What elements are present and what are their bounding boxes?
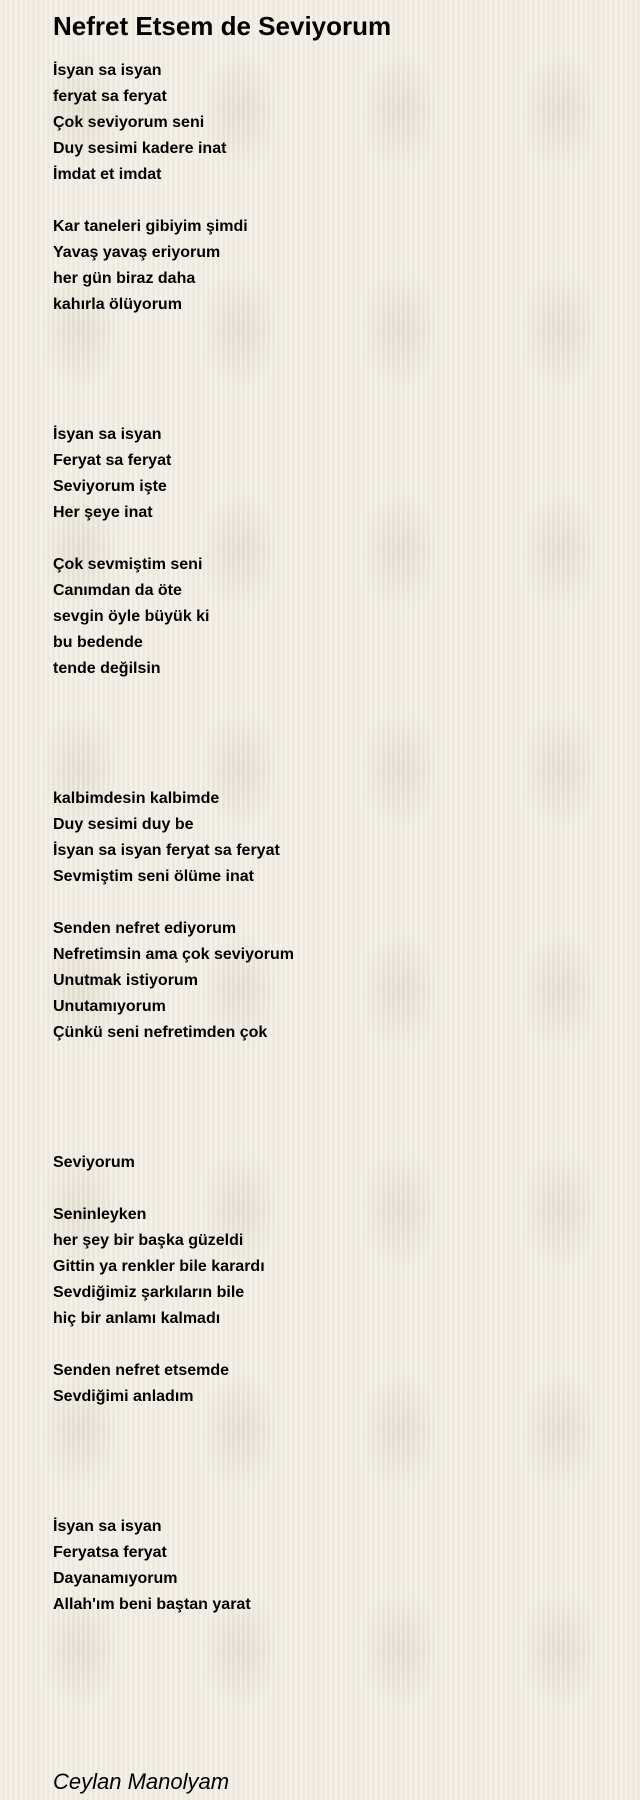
poem-line: feryat sa feryat: [53, 88, 167, 105]
stanza: [53, 552, 613, 682]
poem-line: Duy sesimi duy be: [53, 816, 194, 833]
stanza: [53, 1202, 613, 1332]
poem-line: hiç bir anlamı kalmadı: [53, 1310, 221, 1327]
poem-line: her gün biraz daha: [53, 270, 196, 287]
poem-line: Çok seviyorum seni: [53, 114, 205, 131]
author-name: Ceylan Manolyam: [53, 1769, 230, 1794]
stanza: [53, 916, 613, 1046]
poem-line: tende değilsin: [53, 660, 161, 677]
poem-line: Seviyorum: [53, 1154, 135, 1171]
poem-line: Feryat sa feryat: [53, 452, 172, 469]
poem-line: Unutmak istiyorum: [53, 972, 198, 989]
stanza-gap: [53, 188, 613, 214]
poem-line: Canımdan da öte: [53, 582, 182, 599]
poem-line: Yavaş yavaş eriyorum: [53, 244, 221, 261]
stanza: [53, 214, 613, 318]
poem-line: Kar taneleri gibiyim şimdi: [53, 218, 248, 235]
poem-line: Her şeye inat: [53, 504, 153, 521]
poem-line: Feryatsa feryat: [53, 1544, 167, 1561]
stanza: [53, 1358, 613, 1410]
poem-line: sevgin öyle büyük ki: [53, 608, 210, 625]
stanza: [53, 58, 613, 188]
stanza: [53, 1150, 613, 1176]
poem-title: Nefret Etsem de Seviyorum: [53, 11, 392, 41]
poem-line: Dayanamıyorum: [53, 1570, 178, 1587]
poem-line: İsyan sa isyan: [53, 62, 162, 79]
poem-line: İmdat et imdat: [53, 166, 162, 183]
poem-line: Allah'ım beni baştan yarat: [53, 1596, 251, 1613]
poem-line: Sevmiştim seni ölüme inat: [53, 868, 254, 885]
poem-line: her şey bir başka güzeldi: [53, 1232, 244, 1249]
poem-line: Çok sevmiştim seni: [53, 556, 203, 573]
poem-line: Gittin ya renkler bile karardı: [53, 1258, 265, 1275]
poem-line: Unutamıyorum: [53, 998, 166, 1015]
stanza-gap: [53, 682, 613, 786]
poem-line: İsyan sa isyan: [53, 426, 162, 443]
poem-line: kalbimdesin kalbimde: [53, 790, 220, 807]
poem-line: Senden nefret ediyorum: [53, 920, 237, 937]
stanza-gap: [53, 1332, 613, 1358]
poem-line: Senden nefret etsemde: [53, 1362, 230, 1379]
poem-line: Nefretimsin ama çok seviyorum: [53, 946, 294, 963]
stanza-gap: [53, 890, 613, 916]
poem-line: Seviyorum işte: [53, 478, 167, 495]
stanza-gap: [53, 1046, 613, 1150]
stanza-gap: [53, 1618, 613, 1748]
stanza-gap: [53, 1410, 613, 1514]
stanza-gap: [53, 526, 613, 552]
poem-body: [53, 58, 613, 1748]
stanza-gap: [53, 1176, 613, 1202]
stanza: [53, 1514, 613, 1618]
poem-line: İsyan sa isyan feryat sa feryat: [53, 842, 280, 859]
stanza-gap: [53, 318, 613, 422]
stanza: [53, 786, 613, 890]
poem-line: Sevdiğimiz şarkıların bile: [53, 1284, 245, 1301]
poem-line: Çünkü seni nefretimden çok: [53, 1024, 268, 1041]
poem-line: İsyan sa isyan: [53, 1518, 162, 1535]
poem-page: [53, 10, 613, 1794]
poem-line: kahırla ölüyorum: [53, 296, 182, 313]
poem-line: Sevdiğimi anladım: [53, 1388, 194, 1405]
poem-line: Seninleyken: [53, 1206, 147, 1223]
poem-line: Duy sesimi kadere inat: [53, 140, 227, 157]
stanza: [53, 422, 613, 526]
poem-line: bu bedende: [53, 634, 143, 651]
